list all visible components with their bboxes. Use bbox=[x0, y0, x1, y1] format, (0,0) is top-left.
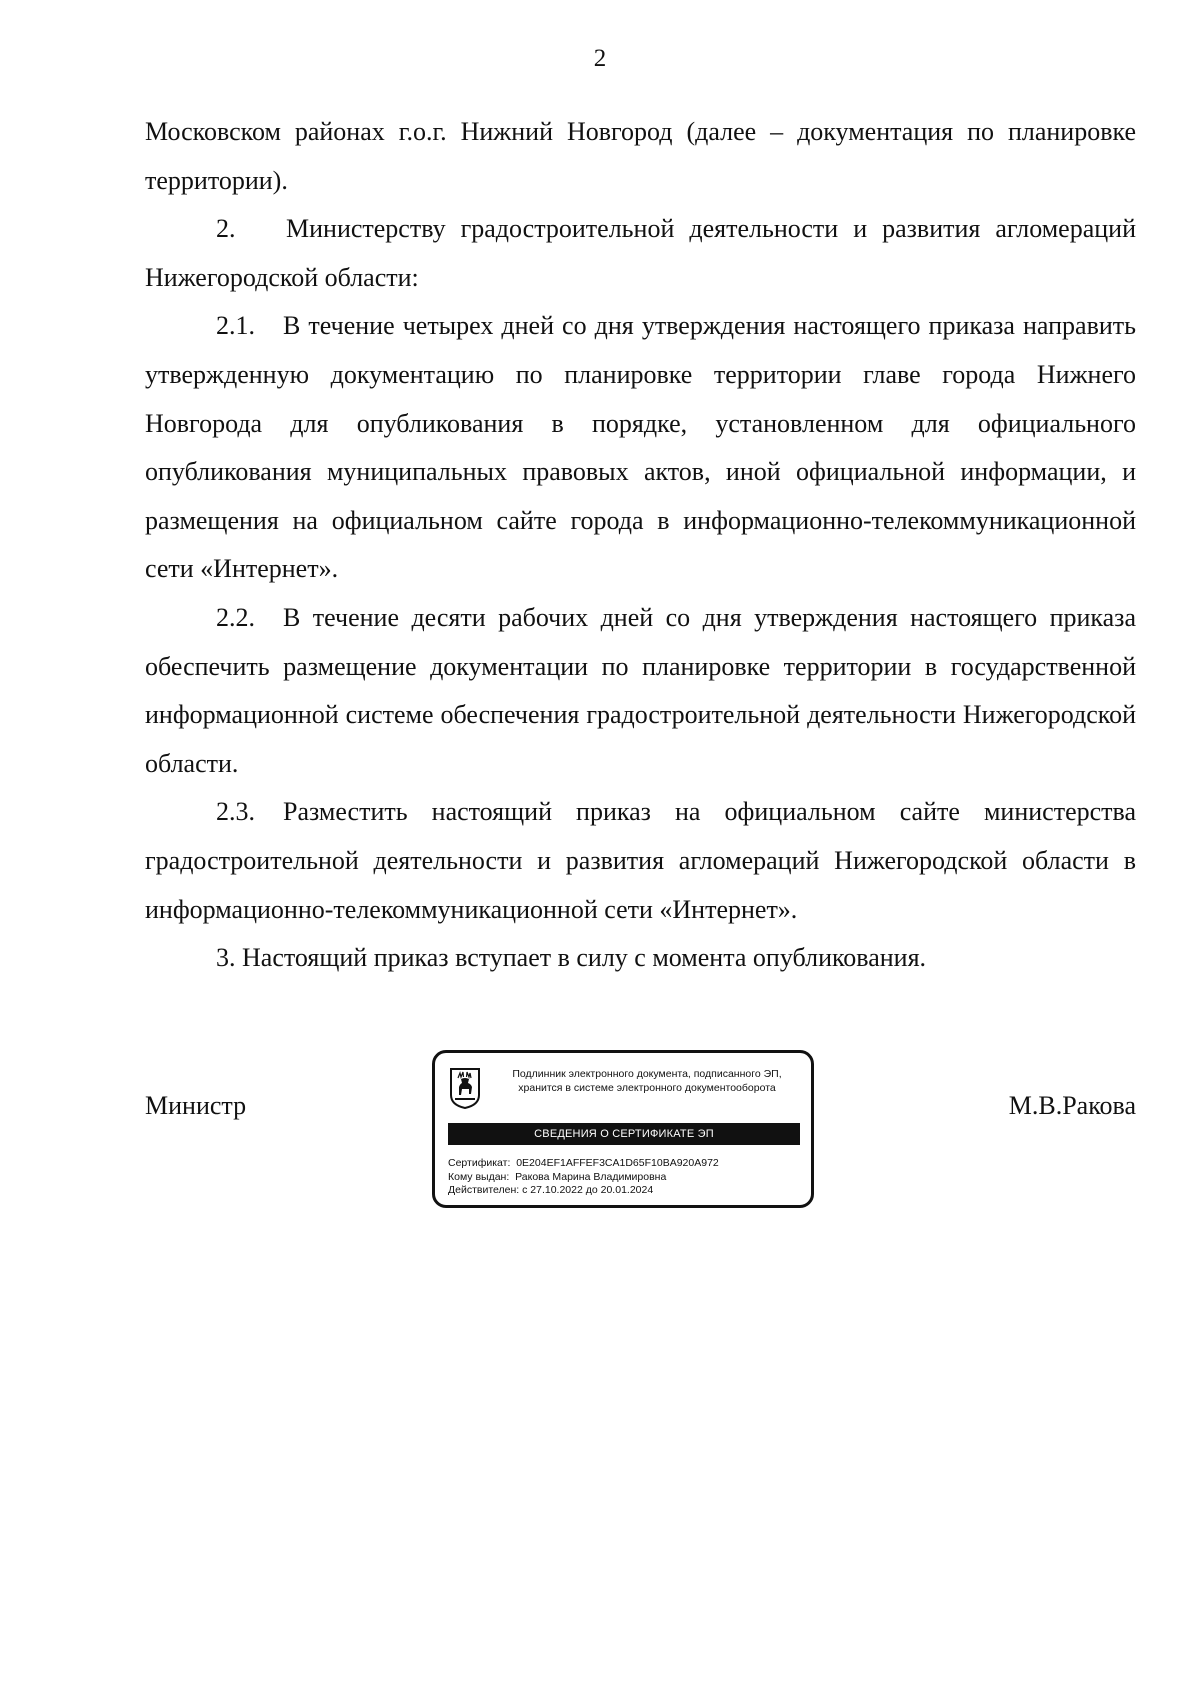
stamp-header-line-1: Подлинник электронного документа, подписанного ЭП, bbox=[512, 1068, 782, 1080]
certificate-label: Сертификат: bbox=[448, 1157, 511, 1169]
issued-to-value: Ракова Марина Владимировна bbox=[515, 1170, 667, 1183]
paragraph-2-1-number: 2.1. bbox=[216, 311, 255, 341]
validity-row bbox=[448, 1184, 803, 1198]
paragraph-2-3-number: 2.3. bbox=[216, 797, 255, 827]
stamp-header bbox=[487, 1067, 807, 1095]
paragraph-2-3-text: Разместить настоящий приказ на официальном сайте министерства градостроительной деятельности и развития агломераций Нижегородской области в информационно-телекоммуникационной сети «Интернет». bbox=[145, 797, 1136, 924]
paragraph-3: 3. Настоящий приказ вступает в силу с момента опубликования. bbox=[216, 943, 927, 973]
stamp-certificate-title: СВЕДЕНИЯ О СЕРТИФИКАТЕ ЭП bbox=[448, 1123, 800, 1145]
certificate-row bbox=[448, 1157, 803, 1171]
deer-emblem-icon bbox=[449, 1067, 481, 1109]
paragraph-2-2-number: 2.2. bbox=[216, 602, 255, 632]
electronic-signature-stamp bbox=[432, 1050, 814, 1208]
signer-name: М.В.Ракова bbox=[1008, 1091, 1136, 1120]
paragraph-2 bbox=[145, 205, 1136, 302]
issued-to-row bbox=[448, 1171, 803, 1185]
paragraph-2-2 bbox=[145, 594, 1136, 788]
paragraph-2-1 bbox=[145, 302, 1136, 594]
paragraph-2-1-text: В течение четырех дней со дня утверждения настоящего приказа направить утвержденную документацию по планировке территории главе города Нижнего Новгорода для опубликования в порядке, установленном для официального опубликования муниципальных правовых актов, иной официальной информации, и размещения на официальном сайте города в информационно-телекоммуникационной сети «Интернет». bbox=[145, 311, 1136, 584]
paragraph-2-text: Министерству градостроительной деятельности и развития агломераций Нижегородской области: bbox=[145, 214, 1136, 292]
paragraph-2-number: 2. bbox=[216, 214, 236, 244]
signer-position: Министр bbox=[145, 1091, 247, 1120]
validity-value: с 27.10.2022 до 20.01.2024 bbox=[522, 1184, 654, 1196]
paragraph-2-2-text: В течение десяти рабочих дней со дня утверждения настоящего приказа обеспечить размещение документации по планировке территории в государственной информационной системе обеспечения градостроительной деятельности Нижегородской области. bbox=[145, 602, 1136, 778]
stamp-header-line-2: хранится в системе электронного документооборота bbox=[518, 1082, 776, 1094]
validity-label: Действителен: bbox=[448, 1184, 520, 1196]
paragraph-2-3 bbox=[145, 788, 1136, 934]
document-body bbox=[145, 108, 1136, 983]
stamp-details bbox=[448, 1157, 803, 1198]
paragraph-continuation: Московском районах г.о.г. Нижний Новгород (далее – документация по планировке территории). bbox=[145, 117, 1136, 195]
page-number: 2 bbox=[593, 45, 607, 72]
issued-to-label: Кому выдан: bbox=[448, 1170, 510, 1183]
signature-block bbox=[0, 1050, 1200, 1210]
certificate-value: 0E204EF1AFFEF3CA1D65F10BA920A972 bbox=[516, 1157, 719, 1169]
